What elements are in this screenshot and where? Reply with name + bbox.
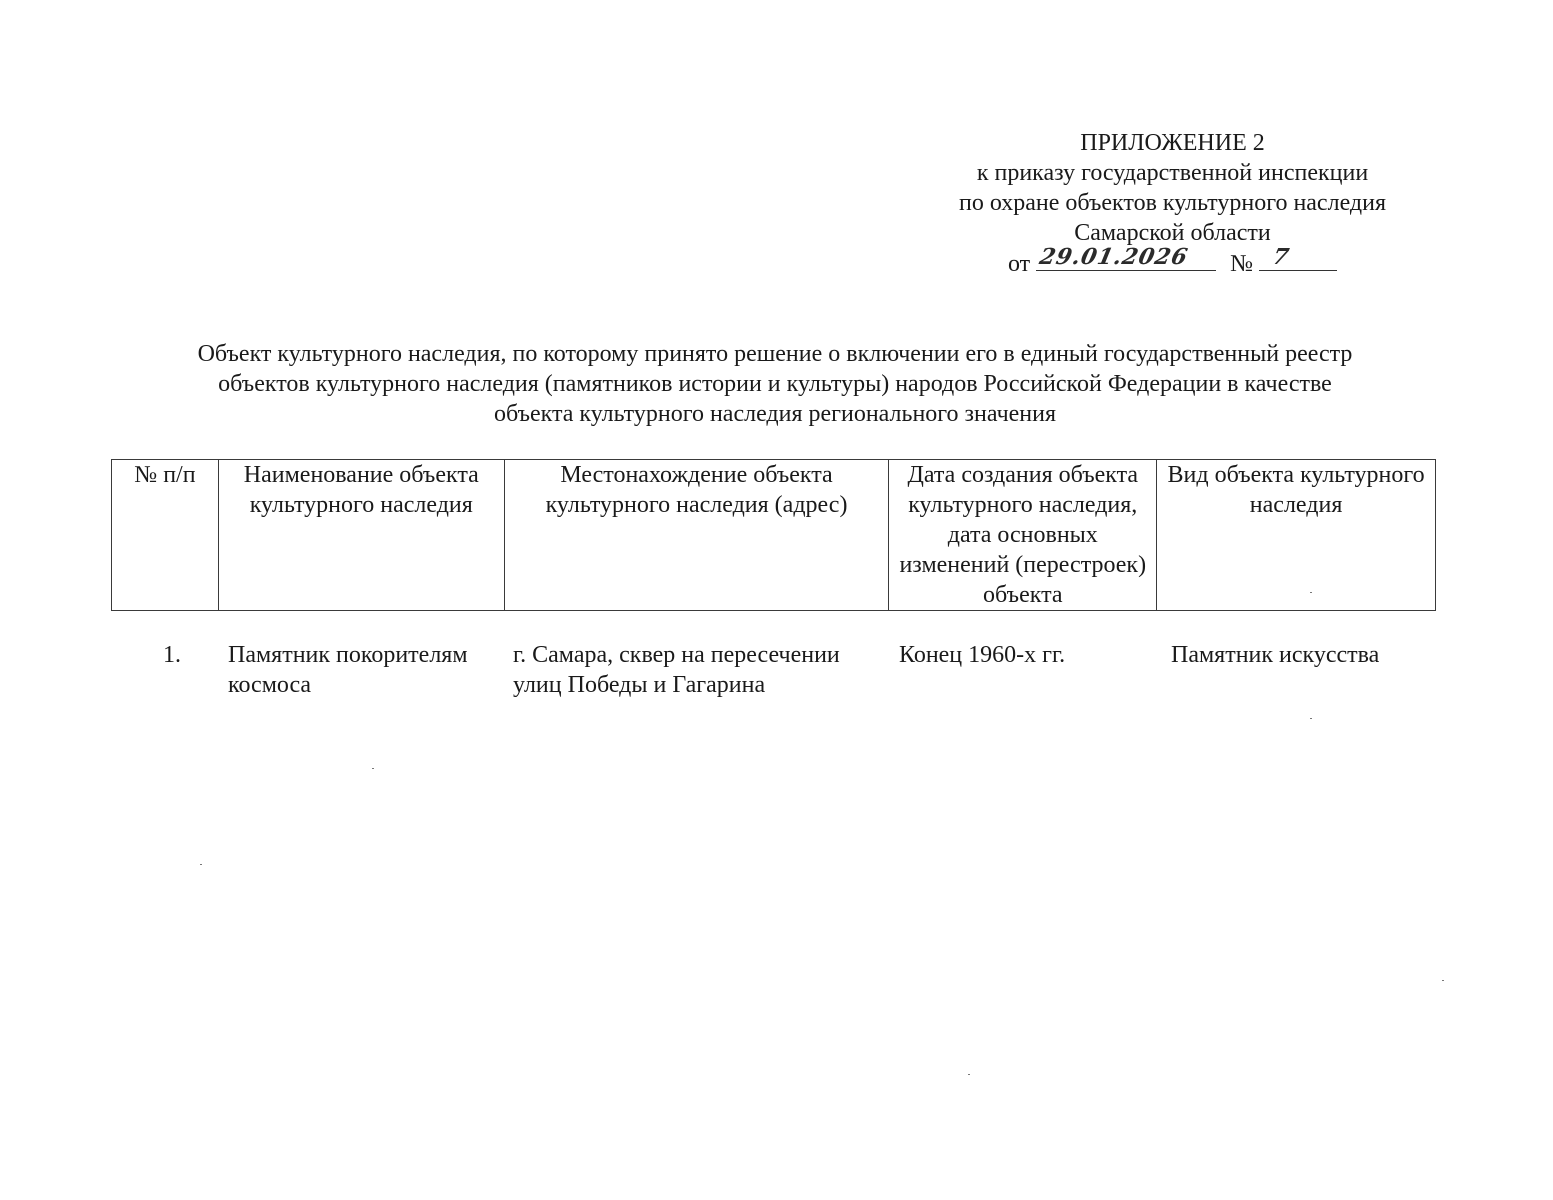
appendix-line-2: по охране объектов культурного наследия (958, 190, 1386, 216)
appendix-line-3: Самарской области (1074, 220, 1271, 246)
appendix-block (900, 128, 1445, 279)
row-name: Памятник покорителям космоса (228, 642, 468, 698)
column-header-number: № п/п (112, 460, 219, 611)
scan-speck (1310, 718, 1312, 719)
order-number-field (1259, 244, 1337, 271)
column-header-address: Местонахождение объекта культурного наследия (адрес) (504, 460, 889, 611)
table-header-row (112, 460, 1436, 611)
column-header-type: Вид объекта культурного наследия (1157, 460, 1436, 611)
date-prefix: от (1007, 251, 1031, 277)
row-number: 1. (163, 642, 181, 668)
scan-speck (372, 768, 374, 769)
handwritten-number: 7 (1270, 244, 1293, 270)
scan-speck (968, 1074, 970, 1075)
scan-speck (1310, 592, 1312, 593)
order-date-field (1036, 244, 1216, 271)
document-heading (110, 339, 1440, 429)
number-prefix: № (1230, 251, 1254, 277)
row-type: Памятник искусства (1171, 642, 1380, 668)
scan-speck (1442, 980, 1444, 981)
heading-line-2: объектов культурного наследия (памятников истории и культуры) народов Российской Федерации в качестве (218, 371, 1332, 397)
appendix-title: ПРИЛОЖЕНИЕ 2 (1080, 130, 1265, 156)
order-date-number-line (900, 244, 1445, 279)
row-date: Конец 1960-х гг. (899, 642, 1066, 668)
table-header (111, 459, 1436, 611)
heading-line-3: объекта культурного наследия регионального значения (493, 401, 1057, 427)
column-header-date: Дата создания объекта культурного наследия, дата основных изменений (перестроек) объекта (889, 460, 1157, 611)
row-address: г. Самара, сквер на пересечении улиц Победы и Гагарина (513, 642, 840, 698)
scan-speck (200, 864, 202, 865)
appendix-line-1: к приказу государственной инспекции (976, 160, 1369, 186)
heading-line-1: Объект культурного наследия, по которому принято решение о включении его в единый государственный реестр (197, 341, 1353, 367)
column-header-name: Наименование объекта культурного наследия (218, 460, 504, 611)
handwritten-date: 29.01.2026 (1037, 244, 1191, 270)
